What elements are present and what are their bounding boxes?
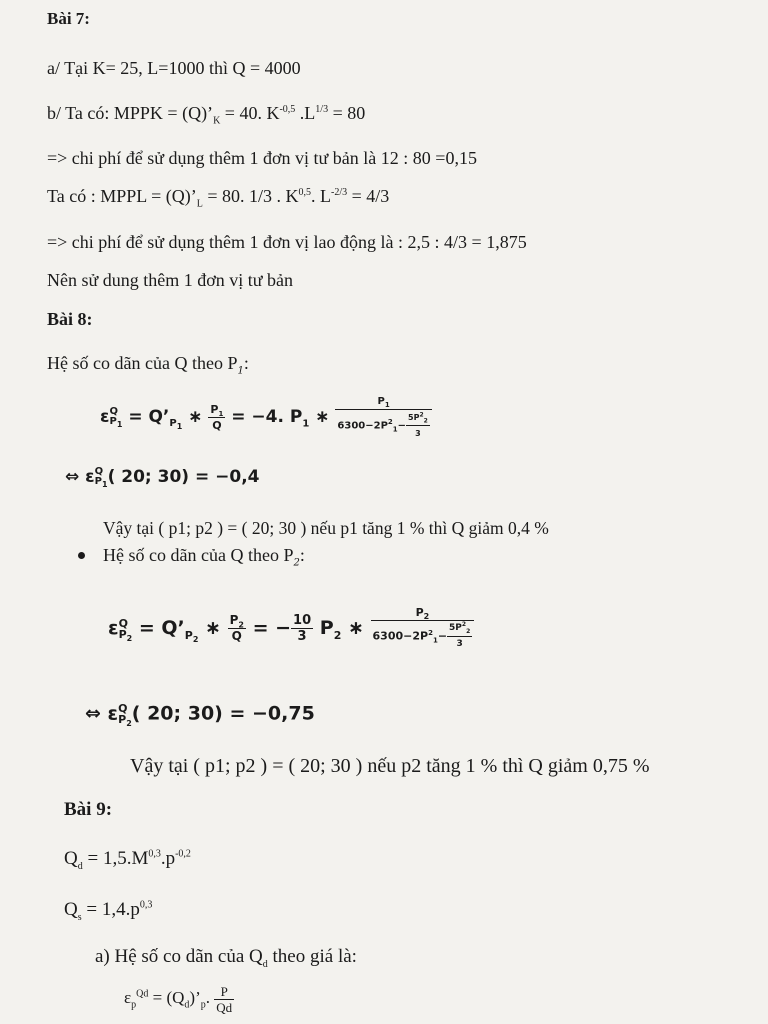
bai8-p1-conclusion: Vậy tại ( p1; p2 ) = ( 20; 30 ) nếu p1 tăng 1 % thì Q giảm 0,4 % [103,518,549,538]
p2-heading-sub: 2 [293,557,300,569]
mppl-exp2: -2/3 [330,187,348,198]
mppk-sub: K [213,115,221,127]
bai9-qd: $Q_d = 1,5.M^{0,3}.p^{-0,2}$ [64,848,191,872]
mppl-mid2: . L [310,186,331,206]
mppl-sub: L [196,198,203,210]
mppl-prefix: Ta có : MPPL = (Q)’ [47,186,197,206]
bai7-cost-capital: => chi phí để sử dụng thêm 1 đơn vị tư bản là 12 : 80 =0,15 [47,148,477,168]
mppk-exp1: -0,5 [279,104,296,115]
mppk-mid1: = 40. K [220,103,280,123]
p2-coef-num: 10 [293,613,312,628]
mppk-end: = 80 [328,103,366,123]
bai8-p2-result: ⇔ ε Q $P_2$ ( 20; 30) = −0,75 [85,702,315,729]
bai8-p2-heading: Hệ số co dãn của Q theo $P_2$: [103,545,305,569]
bai9-part-a-heading: a) Hệ số co dãn của $Q_d$ theo giá là: [95,946,357,970]
bai7-conclusion: Nên sử dung thêm 1 đơn vị tư bản [47,270,294,290]
bai7-part-a: a/ Tại K= 25, L=1000 thì Q = 4000 [47,58,301,78]
mppk-prefix: b/ Ta có: MPPK = (Q)’ [47,103,214,123]
p1-result-args: ( 20; 30) = −0,4 [107,467,260,487]
p1-formula-lhs: = Q’ [128,407,170,427]
bai7-cost-labor: => chi phí để sử dụng thêm 1 đơn vị lao động là : 2,5 : 4/3 = 1,875 [47,232,527,252]
bai8-p1-formula: ε Q $P_1$ = $Q’_{P_1}$ ∗ $\frac{P_1}{Q}$ = −4. $P_1$ ∗ $P_1$ $6300-2P^2_1-$ $\frac{5P^2_2}{3}$ [100,392,432,442]
bai9-elasticity-formula: $\varepsilon_p^{Qd}$ = $(Q_d)’_p$. $\frac{P}{Qd}$ [124,983,233,1015]
mppk-exp2: 1/3 [315,104,329,115]
bai8-p2-conclusion: Vậy tại ( p1; p2 ) = ( 20; 30 ) nếu p2 tăng 1 % thì Q giảm 0,75 % [130,755,650,777]
mppl-exp1: 0,5 [298,187,311,198]
bai9-qs: $Q_s = 1,4.p^{0,3}$ [64,899,153,923]
mppl-end: = 4/3 [347,186,390,206]
p1-heading-sub: 1 [237,365,244,377]
mppk-mid2: .L [295,103,316,123]
bai8-title: Bài 8: [47,309,93,329]
bai8-p2-formula: ε Q $P_2$ = $Q’_{P_2}$ ∗ $\frac{P_2}{Q}$ = − $\frac{10}{3}$ $P_2$ ∗ $P_2$ $6300-2P^2_1-$ $\frac{5P^2_2}{3}$ [108,598,474,658]
p1-heading-text: Hệ số co dãn của Q theo P [47,353,238,373]
p2-coef-den: 3 [297,629,307,644]
bai7-mppl-line [47,186,390,210]
bullet-icon [78,552,85,559]
p2-heading-text: Hệ số co dãn của Q theo P [103,545,294,565]
p1-formula-mid: = −4. P [231,407,303,427]
mppl-mid1: = 80. 1/3 . K [202,186,299,206]
bai8-p1-result: ⇔ ε Q $P_1$ ( 20; 30) = −0,4 [65,466,260,489]
bai7-mppk-line [47,103,366,127]
bai9-title: Bài 9: [64,799,113,820]
bai8-p1-heading: Hệ số co dãn của Q theo $P_1$: [47,353,249,377]
bai7-title: Bài 7: [47,9,90,28]
p2-result-args: ( 20; 30) = −0,75 [131,702,315,725]
